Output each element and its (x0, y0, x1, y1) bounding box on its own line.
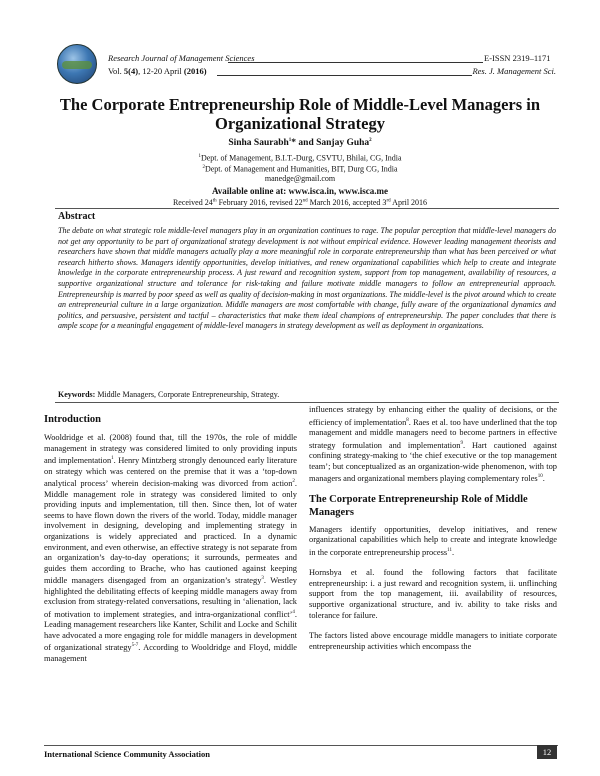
received-dates: Received 24th February 2016, revised 22nd March 2016, accepted 3rd April 2016 (172, 198, 428, 207)
footer-organization: International Science Community Association (44, 749, 210, 759)
abstract-rule (55, 402, 559, 403)
abstract-heading: Abstract (58, 211, 96, 222)
paper-title: The Corporate Entrepreneurship Role of Middle-Level Managers in Organizational Strategy (59, 95, 541, 133)
paragraph: Hornsbya et al. found the following factors that facilitate entrepreneurship: i. a just reward and recognition system, ii. unflinching support from the top management, iii. availability of resources, supportive organizational structure, and iv. ability to take risks and tolerance for failure. (309, 568, 557, 620)
header-rule (228, 62, 483, 63)
affiliations (40, 152, 560, 184)
volume-line: Vol. 5(4), 12-20 April (2016) (108, 66, 207, 76)
authors: Sinha Saurabh$^1$* and Sanjay Guha$^2$ (228, 138, 372, 149)
keywords: Keywords: Middle Managers, Corporate Entrepreneurship, Strategy. (58, 390, 280, 399)
issn: E-ISSN 2319–1171 (484, 53, 551, 63)
section-heading-introduction: Introduction (44, 414, 101, 425)
affiliation-1: $^1$Dept. of Management, B.I.T.-Durg, CSVTU, Bhilai, CG, India (198, 153, 402, 163)
paragraph: influences strategy by enhancing either the quality of decisions, or the efficiency of implementation$^8$. Raes et al. too have underlined that the top management and middle managers need to become partners in effective strategy formulation and implementation$^9$. Hart cautioned against confining strategy-making to ‘the chief executive or the top management team’; but conceptualized as an organization-wide phenomenon, with top managers and organizational members playing complementary roles$^{10}$. (309, 405, 557, 483)
available-online: Available online at: www.isca.in, www.isca.me (211, 186, 389, 196)
journal-abbrev: Res. J. Management Sci. (472, 66, 556, 76)
affiliation-2: $^2$Dept. of Management and Humanities, BIT, Durg CG, India (202, 164, 398, 174)
page-number: 12 (537, 745, 557, 759)
author-email: manedge@gmail.com (264, 174, 336, 184)
intro-text: Wooldridge et al. (2008) found that, till the 1970s, the role of middle management in strategy was considered limited to only providing inputs and implementation$^1$. Henry Mintzberg strongly denounced early literature on strategy which was centered on the premise that it was a ‘top-down analytical process’ wherein decision-making was divorced from action$^2$. Middle management role in strategy was considered limited to only providing inputs and implementation, till then. Since then, lot of water seems to have flown down the rivers of the world. Today, middle manager involvement in designing, developing and implementing strategy in organizations is widely appreciated and practiced. In a dynamic environment, and even otherwise, an effective strategy is not separate from an organization’s day-to-day operations; it surrounds, permeates and guides them according to Brache, who has cautioned against keeping middle managers disengaged from an organization’s strategy$^3$. Westley highlighted the debilitating effects of keeping middle managers away from exclusion from strategy-related conversations, resulting in ‘alienation, lack of motivation to implement strategies, and intra-organizational conflict’$^4$. Leading management researchers like Kanter, Schilit and Locke and Schilit have advocated a more engaging role for middle managers in development of organizational strategy$^{5-7}$. According to Wooldridge and Floyd, middle management (44, 433, 297, 663)
header-rule (217, 75, 472, 76)
journal-logo-globe-icon (57, 44, 97, 84)
paragraph: Managers identify opportunities, develop initiatives, and renew organizational capabilities which help to create and integrate knowledge in the corporate entrepreneurship process$^{11}$. (309, 524, 557, 557)
paragraph: The factors listed above encourage middle managers to initiate corporate entrepreneurship activities which encompass the (309, 631, 557, 651)
right-column (309, 405, 557, 652)
journal-name: Research Journal of Management Sciences (108, 53, 255, 63)
footer-rule (44, 745, 558, 746)
abstract-text: The debate on what strategic role middle-level managers play in an organization continues to rage. The popular perception that middle-level managers do not get any opportunity to be part of organizational strategy development is not without empirical evidence. However leading management theorists and researchers have shown that middle managers actually play a more meaningful role in corporate entrepreneurship than what has been perceived or what research hitherto shows. Managers identify opportunities, develop initiatives, and renew organizational capabilities which help to create and integrate knowledge in the corporate entrepreneurship process. A just reward and recognition system, support from top management, availability of resources, a supportive organizational structure and tolerance for risk-taking and failure motivate middle managers to follow an entrepreneurial approach. Entrepreneurship is marred by poor speed as well as quality of decision-making in most organizations. The middle-level is the pivot around which to create an entrepreneurial culture in a large organization. Middle managers are most comfortable with change, fully aware of the organizational dynamics and politics, and persuasive, persistent and tactful – characteristics that make them ideal champions of entrepreneurship. The paper concludes that there is ample scope for a meaningful engagement of middle-level managers in strategy development as well as deployment in organizations. (58, 226, 556, 331)
abstract-rule (55, 208, 559, 209)
section-heading-corporate-entrepreneurship: The Corporate Entrepreneurship Role of Middle Managers (309, 493, 528, 518)
